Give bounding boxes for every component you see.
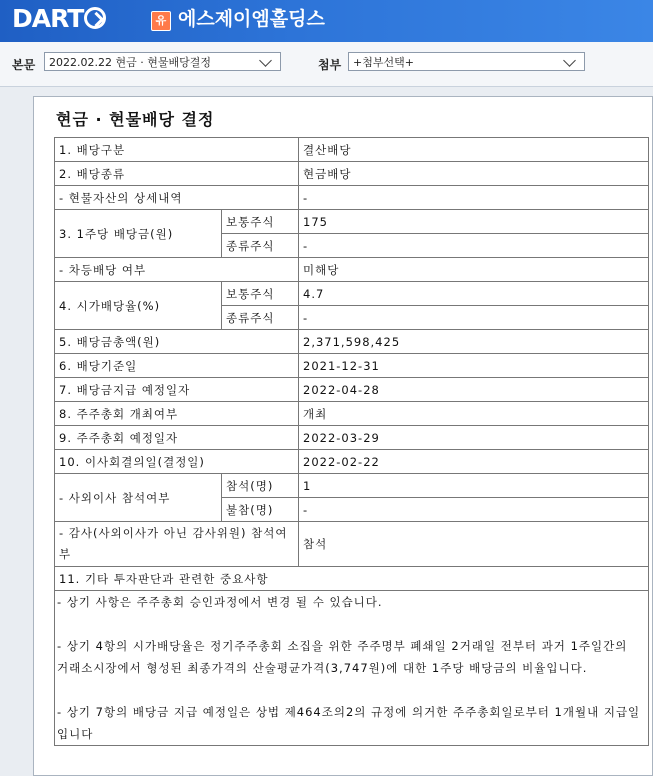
row-value: 결산배당: [299, 138, 649, 162]
table-row: [55, 258, 649, 282]
attach-label: 첨부: [318, 58, 342, 72]
chevron-down-icon: [259, 54, 272, 67]
row-value: 2022-02-22: [299, 450, 649, 474]
table-row: [55, 330, 649, 354]
table-row: [55, 426, 649, 450]
row-value: 2022-04-28: [299, 378, 649, 402]
row-sublabel: 불참(명): [222, 498, 299, 522]
row-label: 4. 시가배당율(%): [55, 282, 222, 330]
row-sublabel: 참석(명): [222, 474, 299, 498]
row-value: 2022-03-29: [299, 426, 649, 450]
table-row: [55, 354, 649, 378]
table-row: [55, 162, 649, 186]
note-2: - 상기 4항의 시가배당율은 정기주주총회 소집을 위한 주주명부 폐쇄일 2거래일 전부터 과거 1주일간의 거래소시장에서 형성된 최종가격의 산술평균가격(3,747원)에 대한 1주당 배당금의 비율입니다.: [57, 639, 628, 675]
table-row: [55, 474, 649, 498]
row-label: 2. 배당종류: [55, 162, 299, 186]
table-row: [55, 282, 649, 306]
disclosure-document: [33, 96, 653, 776]
table-row: [55, 450, 649, 474]
dividend-table: [54, 137, 649, 746]
row-sublabel: 종류주식: [222, 306, 299, 330]
row-value: -: [299, 306, 649, 330]
row-value: 4.7: [299, 282, 649, 306]
market-badge: 유: [151, 11, 171, 31]
note-1: - 상기 사항은 주주총회 승인과정에서 변경 될 수 있습니다.: [57, 595, 383, 609]
row-label: - 사외이사 참석여부: [55, 474, 222, 522]
body-select[interactable]: [44, 52, 281, 71]
note-3: - 상기 7항의 배당금 지급 예정일은 상법 제464조의2의 규정에 의거한 주주총회일로부터 1개월내 지급일입니다: [57, 705, 641, 741]
logo-arrow-icon: [84, 7, 106, 29]
row-label: - 차등배당 여부: [55, 258, 299, 282]
table-row: [55, 138, 649, 162]
dart-logo[interactable]: DART: [12, 4, 106, 34]
row-value: 미해당: [299, 258, 649, 282]
row-label: 1. 배당구분: [55, 138, 299, 162]
table-row: [55, 522, 649, 567]
row-label: 3. 1주당 배당금(원): [55, 210, 222, 258]
table-row: [55, 591, 649, 746]
row-value: 개최: [299, 402, 649, 426]
body-select-value: 2022.02.22 현금 · 현물배당결정: [49, 56, 211, 69]
row-label: 7. 배당금지급 예정일자: [55, 378, 299, 402]
row-label: 10. 이사회결의일(결정일): [55, 450, 299, 474]
notes-cell: [55, 591, 649, 746]
row-label: 11. 기타 투자판단과 관련한 중요사항: [55, 567, 649, 591]
row-label: 9. 주주총회 예정일자: [55, 426, 299, 450]
row-sublabel: 보통주식: [222, 282, 299, 306]
company-name[interactable]: 에스제이엠홀딩스: [178, 8, 325, 30]
table-row: [55, 186, 649, 210]
chevron-down-icon: [563, 54, 576, 67]
row-label: 8. 주주총회 개최여부: [55, 402, 299, 426]
row-label: 6. 배당기준일: [55, 354, 299, 378]
row-value: 현금배당: [299, 162, 649, 186]
table-row: [55, 567, 649, 591]
document-title: 현금 · 현물배당 결정: [56, 110, 215, 129]
row-label: 5. 배당금총액(원): [55, 330, 299, 354]
app-header: [0, 0, 653, 42]
row-sublabel: 보통주식: [222, 210, 299, 234]
row-value: -: [299, 498, 649, 522]
row-value: -: [299, 234, 649, 258]
row-value: -: [299, 186, 649, 210]
attach-select[interactable]: [348, 52, 585, 71]
row-value: 2021-12-31: [299, 354, 649, 378]
row-value: 175: [299, 210, 649, 234]
document-toolbar: [0, 42, 653, 87]
body-label: 본문: [12, 58, 36, 72]
row-value: 2,371,598,425: [299, 330, 649, 354]
row-label: - 감사(사외이사가 아닌 감사위원) 참석여부: [55, 522, 299, 567]
table-row: [55, 210, 649, 234]
row-value: 1: [299, 474, 649, 498]
row-label: - 현물자산의 상세내역: [55, 186, 299, 210]
table-row: [55, 402, 649, 426]
row-sublabel: 종류주식: [222, 234, 299, 258]
table-row: [55, 378, 649, 402]
row-value: 참석: [299, 522, 649, 567]
attach-select-value: +첨부선택+: [353, 56, 414, 69]
